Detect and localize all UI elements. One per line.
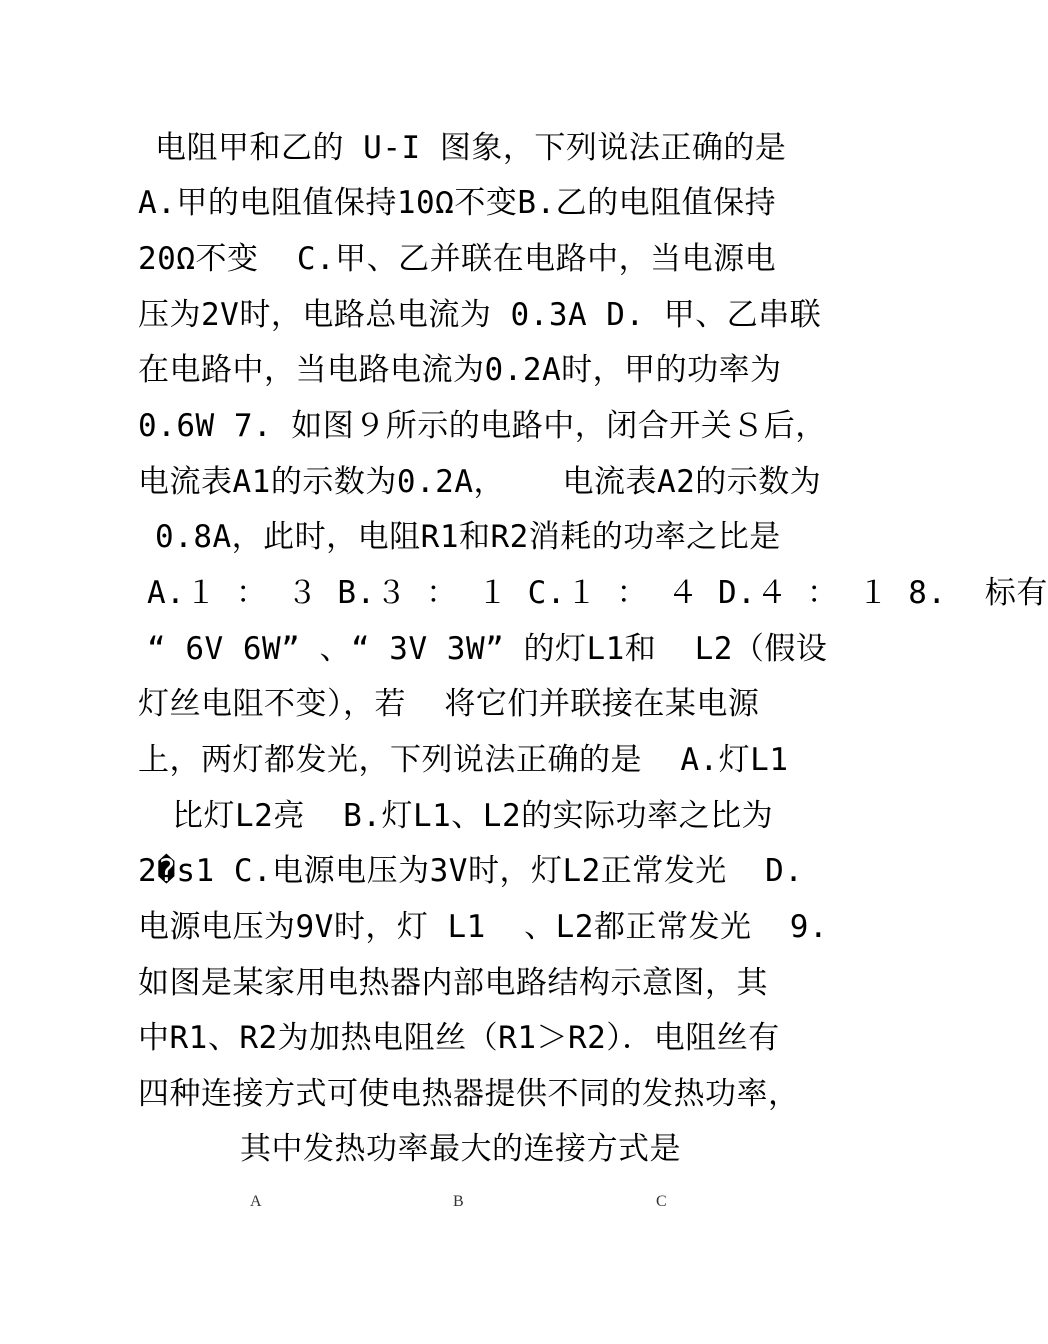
text-line-11: 灯丝电阻不变），若 将它们并联接在某电源 bbox=[138, 686, 760, 722]
text-line-3: 20Ω不变 C.甲、乙并联在电路中，当电源电 bbox=[138, 241, 777, 277]
text-line-13: 比灯L2亮 B.灯L1、L2的实际功率之比为 bbox=[172, 798, 774, 834]
text-line-9: A.１ ： ３ B.３ ： １ C.１ ： ４ D.４ ： １ 8. 标有 bbox=[147, 575, 1048, 611]
text-line-18: 四种连接方式可使电热器提供不同的发热功率， bbox=[138, 1076, 800, 1112]
option-label-b: B bbox=[453, 1193, 464, 1210]
text-line-17: 中R1、R2为加热电阻丝（R1＞R2）．电阻丝有 bbox=[138, 1020, 780, 1056]
text-line-12: 上，两灯都发光，下列说法正确的是 A.灯L1 bbox=[138, 742, 789, 778]
option-label-c: C bbox=[656, 1193, 667, 1210]
text-line-7: 电流表A1的示数为0.2A， 电流表A2的示数为 bbox=[138, 464, 822, 500]
text-line-14: 2�s1 C.电源电压为3V时，灯L2正常发光 D. bbox=[138, 853, 804, 889]
text-line-8: 0.8A，此时，电阻R1和R2消耗的功率之比是 bbox=[155, 519, 781, 555]
text-line-1: 电阻甲和乙的 U-I 图象，下列说法正确的是 bbox=[155, 130, 787, 166]
option-label-a: A bbox=[250, 1193, 262, 1210]
text-line-6: 0.6W 7. 如图９所示的电路中，闭合开关Ｓ后， bbox=[138, 408, 827, 444]
text-line-10: “ 6V 6W” 、“ 3V 3W” 的灯L1和 L2（假设 bbox=[147, 631, 828, 667]
text-line-2: A.甲的电阻值保持10Ω不变B.乙的电阻值保持 bbox=[138, 185, 777, 221]
text-line-5: 在电路中，当电路电流为0.2A时，甲的功率为 bbox=[138, 352, 782, 388]
text-line-19: 其中发热功率最大的连接方式是 bbox=[240, 1131, 681, 1167]
text-line-15: 电源电压为9V时，灯 L1 、L2都正常发光 9. bbox=[138, 909, 829, 945]
text-line-4: 压为2V时，电路总电流为 0.3A D. 甲、乙串联 bbox=[138, 297, 822, 333]
text-line-16: 如图是某家用电热器内部电路结构示意图，其 bbox=[138, 965, 768, 1001]
